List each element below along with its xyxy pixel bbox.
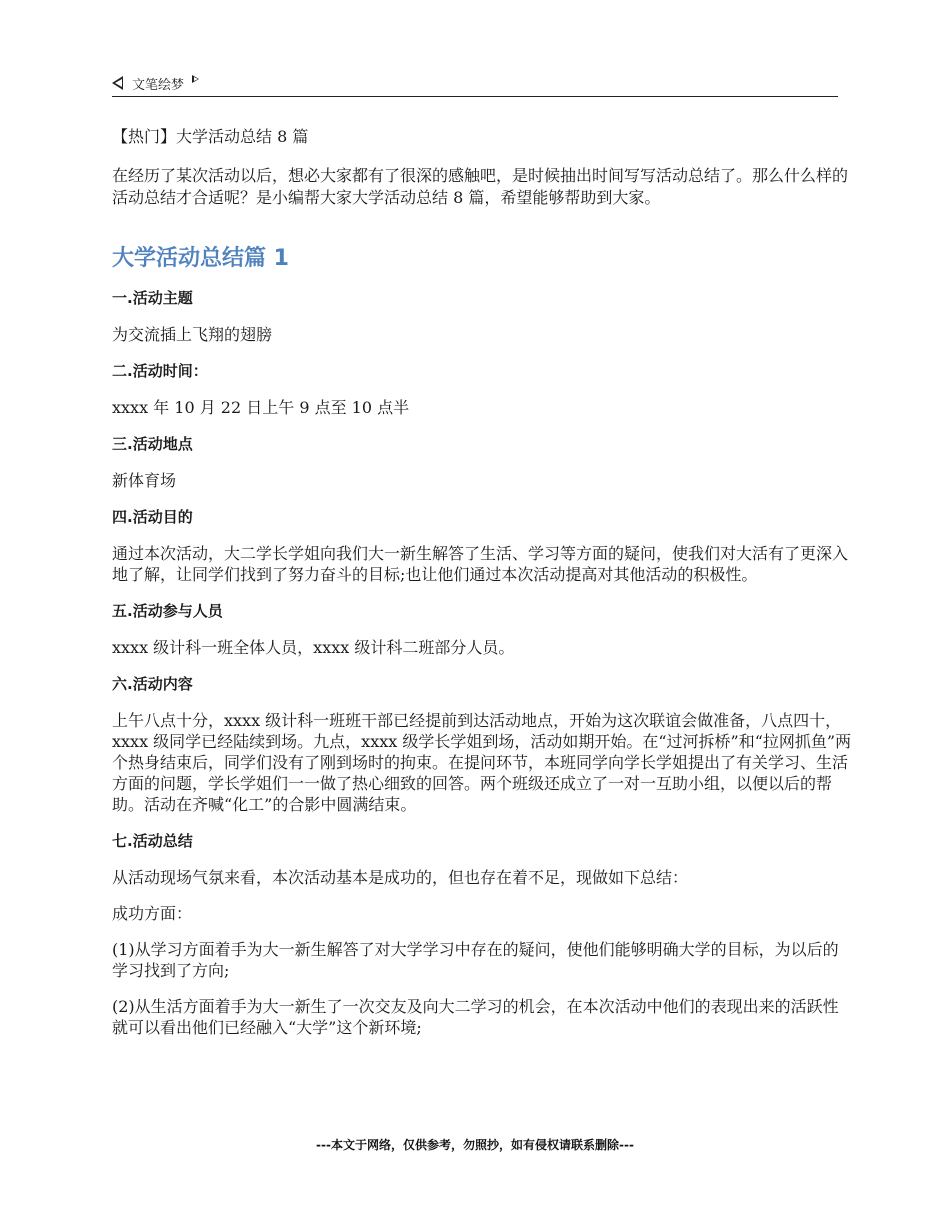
subsection-heading: 二.活动时间： bbox=[112, 362, 208, 380]
section-content bbox=[112, 287, 852, 1038]
body-paragraph: 成功方面： bbox=[112, 904, 193, 923]
body-paragraph: xxxx 年 10 月 22 日上午 9 点至 10 点半 bbox=[112, 398, 410, 417]
intro-paragraph: 在经历了某次活动以后，想必大家都有了很深的感触吧，是时候抽出时间写写活动总结了。那么什么样的活动总结才合适呢？是小编帮大家大学活动总结 8 篇，希望能够帮助到大家。 bbox=[112, 166, 849, 207]
body-paragraph: 新体育场 bbox=[112, 471, 177, 490]
document-title: 【热门】大学活动总结 8 篇 bbox=[112, 127, 309, 146]
body-paragraph: (1)从学习方面着手为大一新生解答了对大学学习中存在的疑问，使他们能够明确大学的目标，为以后的学习找到了方向; bbox=[112, 940, 839, 980]
subsection-heading: 一.活动主题 bbox=[112, 289, 193, 307]
body-paragraph: 从活动现场气氛来看，本次活动基本是成功的，但也存在着不足，现做如下总结： bbox=[112, 868, 689, 887]
subsection-heading: 四.活动目的 bbox=[112, 508, 193, 526]
document-body bbox=[112, 126, 852, 1053]
subsection-heading: 七.活动总结 bbox=[112, 832, 193, 850]
brand-right-triangle-icon bbox=[192, 75, 199, 83]
brand-left-triangle-icon bbox=[112, 76, 123, 90]
subsection-heading: 五.活动参与人员 bbox=[112, 602, 223, 620]
body-paragraph: 上午八点十分，xxxx 级计科一班班干部已经提前到达活动地点，开始为这次联谊会做准备，八点四十，xxxx 级同学已经陆续到场。九点，xxxx 级学长学姐到场，活动如期开始。在“过河拆桥”和“拉网抓鱼”两个热身结束后，同学们没有了刚到场时的拘束。在提问环节，本班同学向学长学姐提出了有关学习、生活方面的问题，学长学姐们一一做了热心细致的回答。两个班级还成立了一对一互助小组，以便以后的帮助。活动在齐喊“化工”的合影中圆满结束。 bbox=[112, 711, 852, 814]
page-footer: ---本文于网络，仅供参考，勿照抄，如有侵权请联系删除--- bbox=[316, 1138, 634, 1152]
subsection-heading: 三.活动地点 bbox=[112, 435, 193, 453]
body-paragraph: 通过本次活动，大二学长学姐向我们大一新生解答了生活、学习等方面的疑问，使我们对大活有了更深入地了解，让同学们找到了努力奋斗的目标;也让他们通过本次活动提高对其他活动的积极性。 bbox=[112, 544, 849, 584]
page-header bbox=[112, 70, 838, 97]
body-paragraph: 为交流插上飞翔的翅膀 bbox=[112, 325, 273, 344]
body-paragraph: xxxx 级计科一班全体人员，xxxx 级计科二班部分人员。 bbox=[112, 638, 515, 657]
subsection-heading: 六.活动内容 bbox=[112, 675, 193, 693]
section-heading: 大学活动总结篇 1 bbox=[112, 246, 289, 271]
brand-name: 文笔绘梦 bbox=[132, 77, 185, 93]
body-paragraph: (2)从生活方面着手为大一新生了一次交友及向大二学习的机会，在本次活动中他们的表现出来的活跃性就可以看出他们已经融入“大学”这个新环境; bbox=[112, 997, 839, 1037]
